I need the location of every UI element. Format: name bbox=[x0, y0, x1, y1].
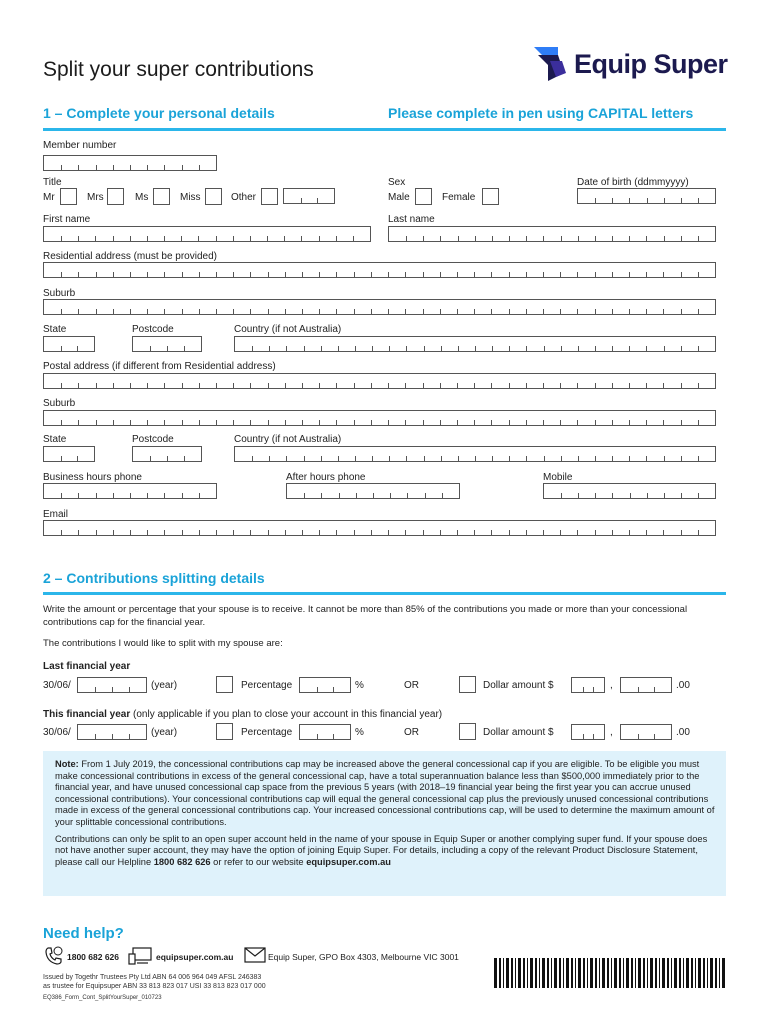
country-field[interactable] bbox=[234, 336, 716, 352]
note2-text-a: Contributions can only be split to an open super account held in the name of your spouse in Equip Super or another complying super fund. If your spouse does not have another super account, they may have the option of joining Equip Super. For details, including a copy of the relevant Product Disclosure Statement, please call our Helpline bbox=[55, 833, 708, 867]
section-1-rule bbox=[43, 128, 726, 131]
title-miss-label: Miss bbox=[180, 192, 201, 203]
equip-logo-icon bbox=[534, 47, 570, 81]
first-name-label: First name bbox=[43, 214, 91, 225]
footer-phone[interactable]: 1800 682 626 bbox=[67, 952, 119, 962]
this-fy-percentage-label: Percentage bbox=[241, 727, 293, 738]
last-fy-dollar-checkbox[interactable] bbox=[459, 676, 476, 693]
last-fy-dollar-thousands-field[interactable] bbox=[571, 677, 605, 693]
last-fy-dollar-units-field[interactable] bbox=[620, 677, 672, 693]
mobile-field[interactable] bbox=[543, 483, 716, 499]
brand-name: Equip Super bbox=[574, 49, 728, 79]
country-label: Country (if not Australia) bbox=[234, 324, 342, 335]
this-fy-or: OR bbox=[404, 727, 419, 738]
residential-address-label: Residential address (must be provided) bbox=[43, 251, 217, 262]
suburb-label: Suburb bbox=[43, 288, 76, 299]
first-name-field[interactable] bbox=[43, 226, 371, 242]
this-fy-dollar-checkbox[interactable] bbox=[459, 723, 476, 740]
footer-address: Equip Super, GPO Box 4303, Melbourne VIC 3001 bbox=[268, 952, 459, 962]
last-fy-year-label: (year) bbox=[151, 680, 178, 691]
barcode-icon bbox=[494, 958, 726, 988]
sex-female-label: Female bbox=[442, 192, 476, 203]
dob-field[interactable] bbox=[577, 188, 716, 204]
need-help-heading: Need help? bbox=[43, 925, 124, 942]
computer-icon bbox=[128, 946, 154, 966]
postal-address-label: Postal address (if different from Residential address) bbox=[43, 361, 276, 372]
last-fy-percentage-checkbox[interactable] bbox=[216, 676, 233, 693]
after-hours-phone-field[interactable] bbox=[286, 483, 460, 499]
postal-state-label: State bbox=[43, 434, 67, 445]
title-mrs-label: Mrs bbox=[87, 192, 104, 203]
section-1-instruction: Please complete in pen using CAPITAL letters bbox=[388, 105, 694, 121]
footer-issued-line-2: as trustee for Equipsuper ABN 33 813 823 017 USI 33 813 823 017 000 bbox=[43, 983, 266, 990]
postal-state-field[interactable] bbox=[43, 446, 95, 462]
sex-female-checkbox[interactable] bbox=[482, 188, 499, 205]
this-fy-year-label: (year) bbox=[151, 727, 178, 738]
postal-country-label: Country (if not Australia) bbox=[234, 434, 342, 445]
email-field[interactable] bbox=[43, 520, 716, 536]
postcode-label: Postcode bbox=[132, 324, 174, 335]
title-ms-label: Ms bbox=[135, 192, 149, 203]
section-2-split-statement: The contributions I would like to split with my spouse are: bbox=[43, 638, 283, 649]
last-name-field[interactable] bbox=[388, 226, 716, 242]
email-label: Email bbox=[43, 509, 69, 520]
note2-website: equipsuper.com.au bbox=[306, 856, 391, 867]
postal-address-field[interactable] bbox=[43, 373, 716, 389]
title-label: Title bbox=[43, 177, 62, 188]
dob-label: Date of birth (ddmmyyyy) bbox=[577, 177, 689, 188]
mail-icon bbox=[244, 947, 266, 963]
this-fy-heading-bold: This financial year bbox=[43, 709, 131, 720]
this-fy-dollar-units-field[interactable] bbox=[620, 724, 672, 740]
title-mr-label: Mr bbox=[43, 192, 55, 203]
after-hours-phone-label: After hours phone bbox=[286, 472, 366, 483]
this-fy-dollar-thousands-field[interactable] bbox=[571, 724, 605, 740]
footer-form-code: EQ386_Form_Cont_SplitYourSuper_010723 bbox=[43, 995, 162, 1001]
page-title: Split your super contributions bbox=[43, 58, 314, 81]
last-fy-percent-sign: % bbox=[355, 680, 364, 691]
last-fy-year-field[interactable] bbox=[77, 677, 147, 693]
last-fy-date-prefix: 30/06/ bbox=[43, 680, 71, 691]
postcode-field[interactable] bbox=[132, 336, 202, 352]
last-fy-dollar-label: Dollar amount $ bbox=[483, 680, 554, 691]
note-paragraph-2 bbox=[55, 834, 717, 869]
this-fy-heading-note: (only applicable if you plan to close your account in this financial year) bbox=[130, 709, 443, 720]
state-label: State bbox=[43, 324, 67, 335]
note-box bbox=[43, 751, 726, 896]
this-fy-percentage-checkbox[interactable] bbox=[216, 723, 233, 740]
this-fy-percent-sign: % bbox=[355, 727, 364, 738]
member-number-label: Member number bbox=[43, 140, 117, 151]
title-miss-checkbox[interactable] bbox=[205, 188, 222, 205]
last-name-label: Last name bbox=[388, 214, 435, 225]
note-label: Note: bbox=[55, 759, 79, 769]
this-fy-dollar-label: Dollar amount $ bbox=[483, 727, 554, 738]
note2-text-b: or refer to our website bbox=[210, 856, 307, 867]
business-phone-label: Business hours phone bbox=[43, 472, 142, 483]
this-fy-percentage-field[interactable] bbox=[299, 724, 351, 740]
note2-phone: 1800 682 626 bbox=[153, 856, 211, 867]
suburb-field[interactable] bbox=[43, 299, 716, 315]
note-paragraph bbox=[55, 759, 717, 829]
title-other-label: Other bbox=[231, 192, 257, 203]
title-ms-checkbox[interactable] bbox=[153, 188, 170, 205]
sex-male-checkbox[interactable] bbox=[415, 188, 432, 205]
footer-issued-line-1: Issued by Togethr Trustees Pty Ltd ABN 64 006 964 049 AFSL 246383 bbox=[43, 974, 262, 981]
business-phone-field[interactable] bbox=[43, 483, 217, 499]
mobile-label: Mobile bbox=[543, 472, 573, 483]
last-fy-cents: .00 bbox=[676, 680, 690, 691]
title-other-field[interactable] bbox=[283, 188, 335, 204]
last-fy-heading: Last financial year bbox=[43, 661, 131, 672]
sex-label: Sex bbox=[388, 177, 406, 188]
postal-suburb-field[interactable] bbox=[43, 410, 716, 426]
state-field[interactable] bbox=[43, 336, 95, 352]
this-fy-date-prefix: 30/06/ bbox=[43, 727, 71, 738]
this-fy-heading bbox=[43, 709, 442, 720]
title-other-checkbox[interactable] bbox=[261, 188, 278, 205]
postal-country-field[interactable] bbox=[234, 446, 716, 462]
title-mrs-checkbox[interactable] bbox=[107, 188, 124, 205]
postal-suburb-label: Suburb bbox=[43, 398, 76, 409]
this-fy-comma: , bbox=[610, 727, 613, 738]
last-fy-or: OR bbox=[404, 680, 419, 691]
this-fy-cents: .00 bbox=[676, 727, 690, 738]
note-text: From 1 July 2019, the concessional contributions cap may be increased above the general concessional cap if you are eligible. To be eligible you must make concessional contributions in excess of the general concessional cap, have a total superannuation balance less than $500,000 immediately prior to the financial year, and have unused concessional cap space from the previous 5 years (with 2018–19 financial year being the first year you can accrue unused concessional contributions). Your concessional contributions cap will equal the general concessional cap plus the previously unused concessional contributions made in excess of the general concessional contributions cap. Your increased concessional contributions cap, will be used to determine the maximum amount of your splittable concessional contributions. bbox=[55, 759, 715, 827]
footer-website[interactable]: equipsuper.com.au bbox=[156, 952, 234, 962]
last-fy-percentage-label: Percentage bbox=[241, 680, 293, 691]
residential-address-field[interactable] bbox=[43, 262, 716, 278]
member-number-field[interactable] bbox=[43, 155, 217, 171]
last-fy-comma: , bbox=[610, 680, 613, 691]
phone-icon bbox=[43, 946, 65, 966]
sex-male-label: Male bbox=[388, 192, 410, 203]
this-fy-year-field[interactable] bbox=[77, 724, 147, 740]
section-2-rule bbox=[43, 592, 726, 595]
title-mr-checkbox[interactable] bbox=[60, 188, 77, 205]
postal-postcode-field[interactable] bbox=[132, 446, 202, 462]
last-fy-percentage-field[interactable] bbox=[299, 677, 351, 693]
brand-logo bbox=[534, 47, 729, 83]
section-1-heading: 1 – Complete your personal details bbox=[43, 105, 275, 121]
section-2-intro: Write the amount or percentage that your spouse is to receive. It cannot be more than 85% of the contributions you made or more than your concessional contributions cap for the financial year. bbox=[43, 604, 688, 628]
postal-postcode-label: Postcode bbox=[132, 434, 174, 445]
section-2-heading: 2 – Contributions splitting details bbox=[43, 570, 265, 586]
